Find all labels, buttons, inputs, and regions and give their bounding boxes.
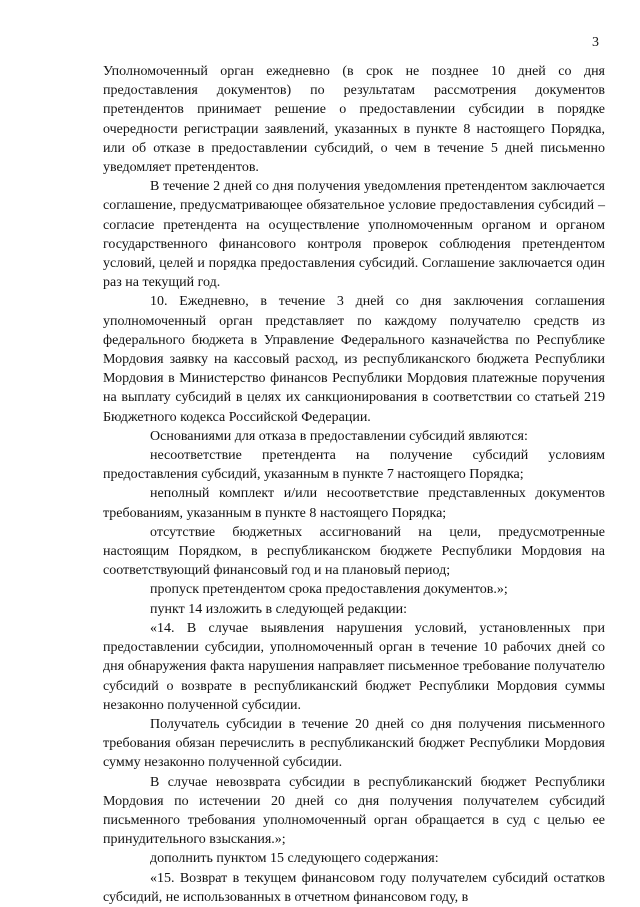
- paragraph: «14. В случае выявления нарушения условий, установленных при предоставлении субсидии, уполномоченный орган в течение 10 рабочих дней со дня обнаружения факта нарушения направляет письменное требование получателю субсидий о возврате в республиканский бюджет Республики Мордовия суммы незаконно полученной субсидии.: [103, 620, 605, 713]
- paragraph: неполный комплект и/или несоответствие представленных документов требованиям, указанным в пункте 8 настоящего Порядка;: [103, 486, 605, 521]
- paragraph: В случае невозврата субсидии в республиканский бюджет Республики Мордовия по истечении 20 дней со дня получения получателем субсидий письменного требования уполномоченный орган обращается в суд с целью ее принудительного взыскания.»;: [103, 774, 605, 848]
- paragraph: Получатель субсидии в течение 20 дней со дня получения письменного требования обязан перечислить в республиканский бюджет Республики Мордовия сумму незаконно полученной субсидии.: [103, 716, 605, 771]
- paragraph: «15. Возврат в текущем финансовом году получателем субсидий остатков субсидий, не использованных в отчетном финансовом году, в: [103, 870, 605, 905]
- paragraph: 10. Ежедневно, в течение 3 дней со дня заключения соглашения уполномоченный орган представляет по каждому получателю средств из федерального бюджета в Управление Федерального казначейства по Республике Мордовия заявку на кассовый расход, из республиканского бюджета Республики Мордовия в Министерство финансов Республики Мордовия платежные поручения на выплату субсидий в целях их санкционирования в соответствии со статьей 219 Бюджетного кодекса Российской Федерации.: [103, 294, 605, 425]
- paragraph: Уполномоченный орган ежедневно (в срок не позднее 10 дней со дня предоставления документов) по результатам рассмотрения документов претендентов принимает решение о предоставлении субсидии в порядке очередности регистрации заявлений, указанных в пункте 8 настоящего Порядка, или об отказе в предоставлении субсидий, о чем в течение 5 дней письменно уведомляет претендентов.: [103, 64, 605, 176]
- paragraph: несоответствие претендента на получение субсидий условиям предоставления субсидий, указанным в пункте 7 настоящего Порядка;: [103, 448, 605, 483]
- paragraph: отсутствие бюджетных ассигнований на цели, предусмотренные настоящим Порядком, в республиканском бюджете Республики Мордовия на соответствующий финансовый год и на плановый период;: [103, 524, 605, 579]
- paragraph: В течение 2 дней со дня получения уведомления претендентом заключается соглашение, предусматривающее обязательное условие предоставления субсидий – согласие претендента на осуществление уполномоченным органом и органом государственного финансового контроля проверок соблюдения претендентом условий, целей и порядка предоставления субсидий. Соглашение заключается один раз на текущий год.: [103, 179, 605, 291]
- document-body: [103, 62, 605, 907]
- paragraph: Основаниями для отказа в предоставлении субсидий являются:: [150, 428, 528, 444]
- page-number: 3: [592, 35, 599, 50]
- paragraph: пункт 14 изложить в следующей редакции:: [150, 601, 407, 617]
- paragraph: дополнить пунктом 15 следующего содержания:: [150, 851, 439, 867]
- paragraph: пропуск претендентом срока предоставления документов.»;: [150, 582, 508, 598]
